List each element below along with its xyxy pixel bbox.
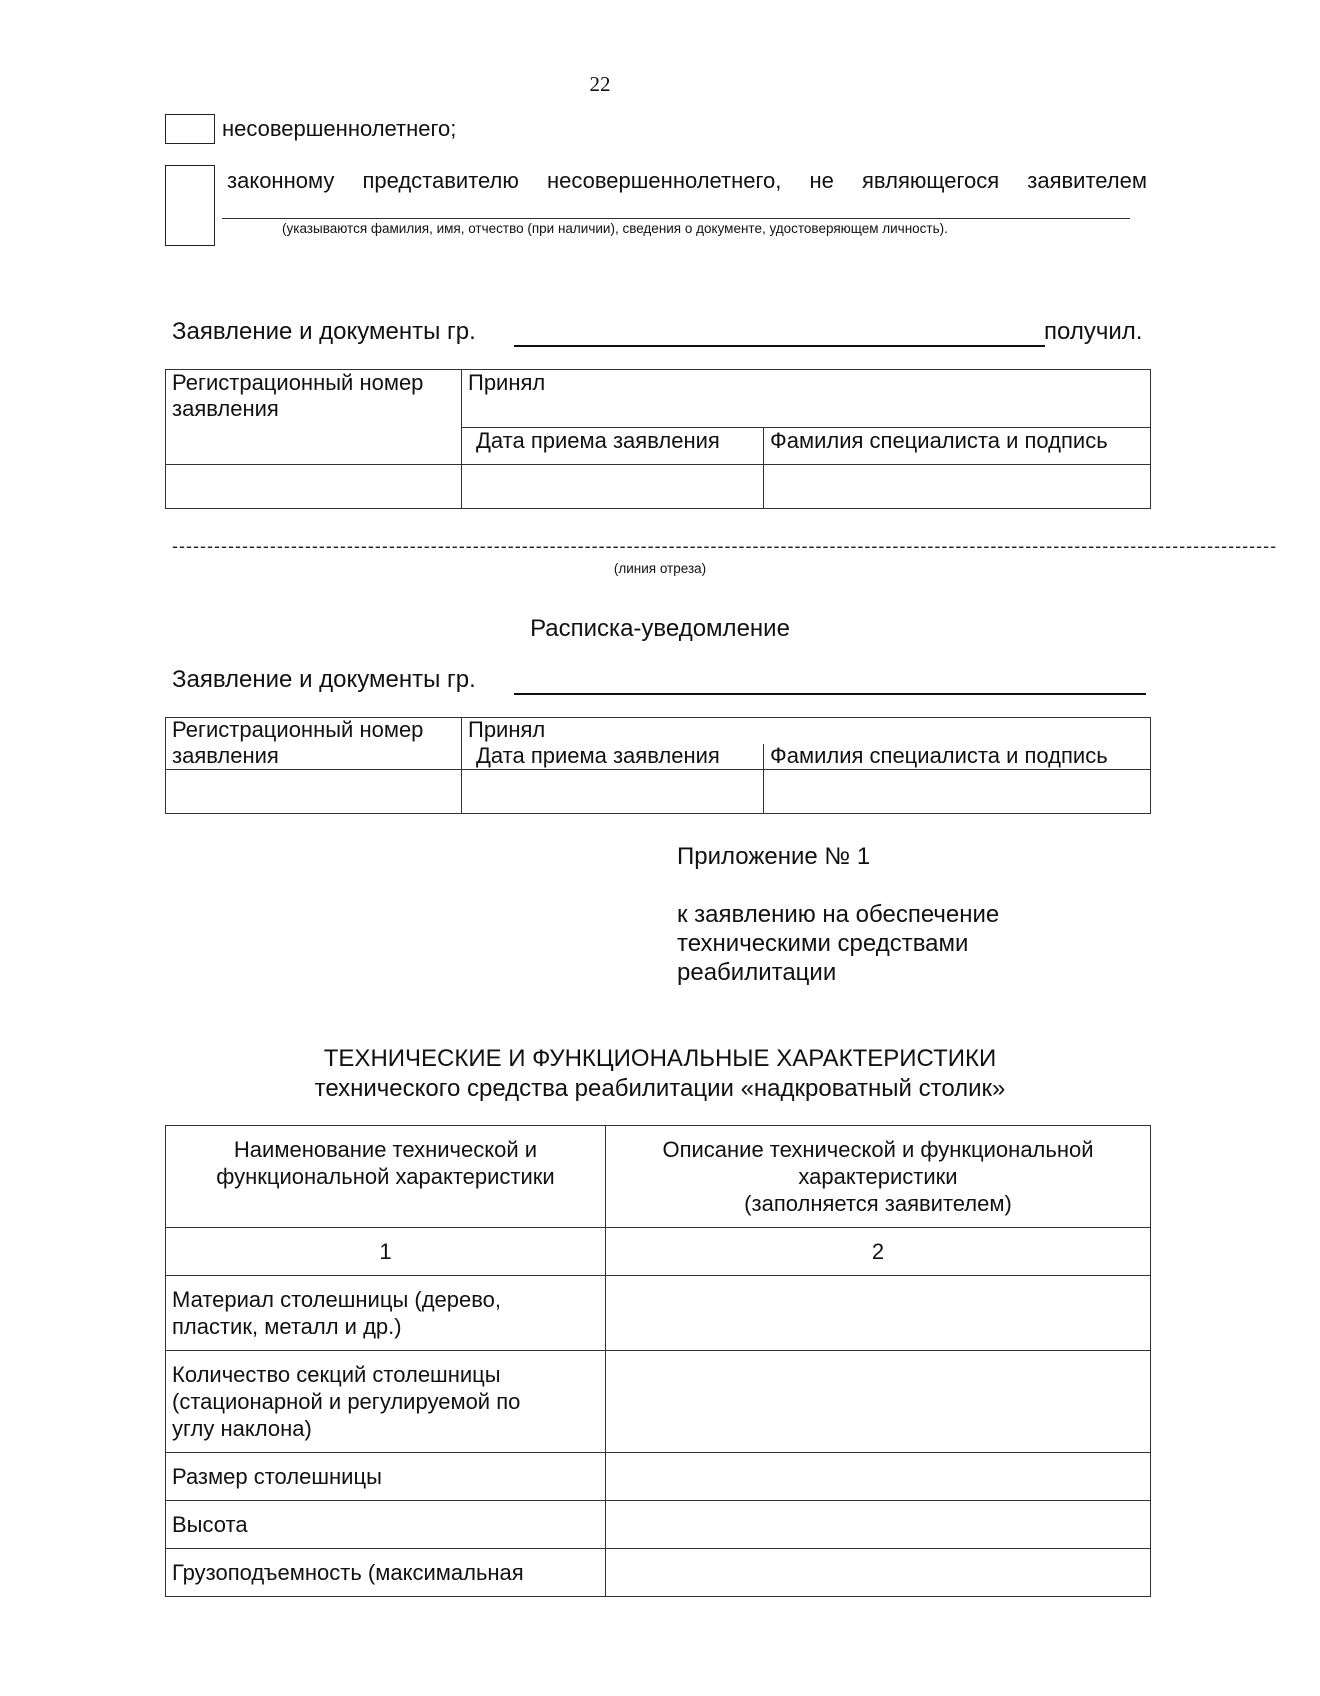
receipt2-reg-number-label-line1: Регистрационный номер: [166, 718, 462, 744]
representative-hint: (указываются фамилия, имя, отчество (при наличии), сведения о документе, удостоверяющем личность).: [282, 221, 948, 236]
receipt1-specialist-label: Фамилия специалиста и подпись: [764, 428, 1151, 465]
col2-header-line2: характеристики: [798, 1164, 958, 1189]
col1-header-line1: Наименование технической и: [233, 1137, 538, 1162]
receipt2-date-label: Дата приема заявления: [462, 744, 764, 770]
receipt2-specialist-label: Фамилия специалиста и подпись: [764, 744, 1151, 770]
receipt1-suffix: получил.: [1044, 318, 1143, 345]
receipt1-date-cell[interactable]: [462, 465, 764, 509]
representative-label: законному представителю несовершеннолетнего, не являющегося заявителем: [227, 168, 1147, 193]
characteristic-row2-line2: (стационарной и регулируемой по: [172, 1389, 521, 1414]
receipt1-prefix: Заявление и документы гр.: [172, 318, 476, 345]
characteristic-value-cell[interactable]: [606, 1351, 1151, 1453]
receipt2-reg-number-label-line2: заявления: [166, 744, 462, 770]
receipt2-specialist-cell[interactable]: [764, 770, 1151, 814]
characteristic-row1-line2: пластик, металл и др.): [172, 1314, 402, 1339]
cut-line-label: (линия отреза): [613, 561, 707, 576]
characteristic-row3-line1: Размер столешницы: [172, 1464, 382, 1489]
characteristic-name-cell: [166, 1351, 606, 1453]
characteristic-name-cell: [166, 1276, 606, 1351]
receipt1-name-line[interactable]: [514, 345, 1045, 347]
characteristic-value-cell[interactable]: [606, 1549, 1151, 1597]
appendix-line3: реабилитации: [677, 959, 837, 986]
receipt1-reg-number-cell[interactable]: [166, 465, 462, 509]
appendix-line1: к заявлению на обеспечение: [677, 901, 1000, 928]
receipt1-date-label: Дата приема заявления: [462, 428, 764, 465]
col1-header: [166, 1126, 606, 1228]
appendix-line2: техническими средствами: [677, 930, 969, 957]
characteristic-value-cell[interactable]: [606, 1501, 1151, 1549]
col2-number: 2: [606, 1228, 1151, 1276]
col2-header-line1: Описание технической и функциональной: [662, 1137, 1094, 1162]
characteristic-row2-line1: Количество секций столешницы: [172, 1362, 501, 1387]
characteristic-row1-line1: Материал столешницы (дерево,: [172, 1287, 502, 1312]
receipt1-reg-number-label: Регистрационный номер заявления: [166, 370, 462, 465]
receipt2-accepted-label: Принял: [462, 718, 1151, 744]
page-number: 22: [589, 72, 611, 96]
representative-fill-line[interactable]: [222, 218, 1130, 219]
characteristic-row4-line1: Высота: [172, 1512, 248, 1537]
receipt2-prefix: Заявление и документы гр.: [172, 666, 476, 693]
receipt2-title: Расписка-уведомление: [530, 615, 790, 642]
characteristic-name-cell: [166, 1549, 606, 1597]
receipt1-table: [165, 369, 1151, 509]
representative-checkbox[interactable]: [165, 165, 215, 246]
receipt2-reg-number-cell[interactable]: [166, 770, 462, 814]
receipt2-table: [165, 717, 1151, 814]
minor-checkbox[interactable]: [165, 114, 215, 144]
characteristic-row2-line3: углу наклона): [172, 1416, 312, 1441]
receipt1-specialist-cell[interactable]: [764, 465, 1151, 509]
characteristics-title-line2: технического средства реабилитации «надкроватный столик»: [314, 1075, 1006, 1102]
characteristic-name-cell: [166, 1501, 606, 1549]
col2-header: [606, 1126, 1151, 1228]
receipt2-name-line[interactable]: [514, 693, 1146, 695]
minor-label: несовершеннолетнего;: [222, 116, 457, 141]
characteristic-value-cell[interactable]: [606, 1453, 1151, 1501]
col1-header-line2: функциональной характеристики: [216, 1164, 555, 1189]
appendix-title: Приложение № 1: [677, 843, 871, 870]
characteristics-table: [165, 1125, 1151, 1597]
cut-line: --------------------------------------------------------------------------------------------------------------------------------------------------------------: [172, 536, 1278, 556]
characteristic-row5-line1: Грузоподъемность (максимальная: [172, 1560, 524, 1585]
characteristic-value-cell[interactable]: [606, 1276, 1151, 1351]
receipt1-accepted-label: Принял: [462, 370, 1151, 428]
receipt2-date-cell[interactable]: [462, 770, 764, 814]
col1-number: 1: [166, 1228, 606, 1276]
col2-header-line3: (заполняется заявителем): [744, 1191, 1012, 1216]
characteristic-name-cell: [166, 1453, 606, 1501]
characteristics-title-line1: ТЕХНИЧЕСКИЕ И ФУНКЦИОНАЛЬНЫЕ ХАРАКТЕРИСТИКИ: [323, 1045, 997, 1072]
